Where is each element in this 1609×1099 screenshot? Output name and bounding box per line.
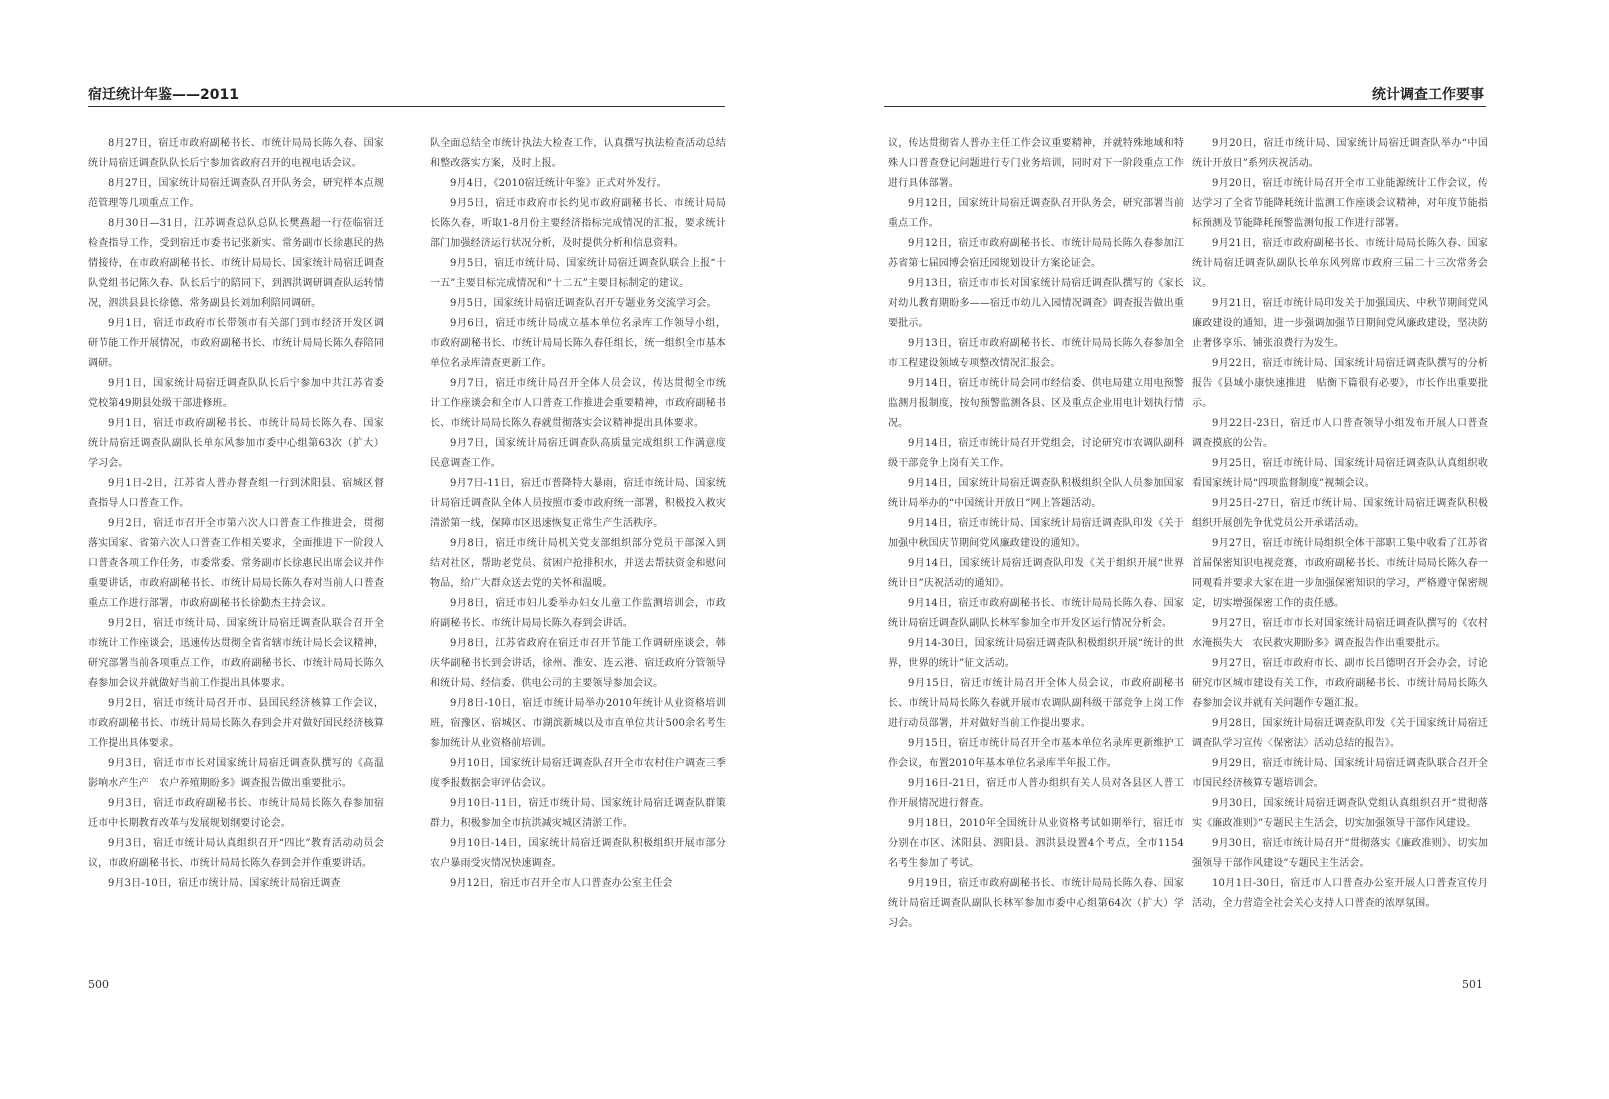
left-page <box>0 0 804 1099</box>
chronicle-entry: 9月13日，宿迁市市长对国家统计局宿迁调查队撰写的《家长对幼儿教育期盼多——宿迁市幼儿入园情况调查》调查报告做出重要批示。 <box>888 278 1184 329</box>
chronicle-entry: 9月21日，宿迁市统计局印发关于加强国庆、中秋节期间党风廉政建设的通知，进一步强调加强节日期间党风廉政建设，坚决防止奢侈享乐、铺张浪费行为发生。 <box>1192 298 1488 349</box>
chronicle-entry: 9月14日，国家统计局宿迁调查队积极组织全队人员参加国家统计局举办的“中国统计开放日”网上答题活动。 <box>888 478 1184 509</box>
chronicle-entry: 9月5日，宿迁市统计局、国家统计局宿迁调查队联合上报“十一五”主要目标完成情况和“十二五”主要目标制定的建议。 <box>430 258 726 289</box>
chronicle-entry: 9月27日，宿迁市统计局组织全体干部职工集中收看了江苏省首届保密知识电视竞赛，市政府副秘书长、市统计局局长陈久春一同观看并要求大家在进一步加强保密知识的学习，严格遵守保密规定，切实增强保密工作的责任感。 <box>1192 538 1488 609</box>
chronicle-entry: 9月7日-11日，宿迁市普降特大暴雨，宿迁市统计局、国家统计局宿迁调查队全体人员按照市委市政府统一部署，积极投入救灾清淤第一线，保障市区迅速恢复正常生产生活秩序。 <box>430 478 726 529</box>
chronicle-entry: 10月1日-30日，宿迁市人口普查办公室开展人口普查宣传月活动，全力营造全社会关心支持人口普查的浓厚氛围。 <box>1192 878 1488 909</box>
chronicle-entry: 9月12日，宿迁市召开全市人口普查办公室主任会 <box>450 878 673 889</box>
left-column-1 <box>88 134 384 958</box>
right-column-2 <box>1192 134 1488 958</box>
chronicle-entry: 9月14日，宿迁市统计局、国家统计局宿迁调查队印发《关于加强中秋国庆节期间党风廉政建设的通知》。 <box>888 518 1184 549</box>
chronicle-entry: 8月27日，宿迁市政府副秘书长、市统计局局长陈久春、国家统计局宿迁调查队队长后宁参加省政府召开的电视电话会议。 <box>88 138 384 169</box>
running-header-left: 宿迁统计年鉴——2011 <box>88 87 239 103</box>
chronicle-entry: 9月2日，宿迁市统计局召开市、县国民经济核算工作会议，市政府副秘书长、市统计局局长陈久春到会并对做好国民经济核算工作提出具体要求。 <box>88 698 384 749</box>
chronicle-entry: 9月29日，宿迁市统计局、国家统计局宿迁调查队联合召开全市国民经济核算专题培训会。 <box>1192 758 1488 789</box>
chronicle-entry: 9月28日，国家统计局宿迁调查队印发《关于国家统计局宿迁调查队学习宣传〈保密法〉活动总结的报告》。 <box>1192 718 1488 749</box>
chronicle-entry: 9月8日-10日，宿迁市统计局举办2010年统计从业资格培训班，宿豫区、宿城区、市湖滨新城以及市直单位共计500余名考生参加统计从业资格前培训。 <box>430 698 726 749</box>
chronicle-entry: 9月6日，宿迁市统计局成立基本单位名录库工作领导小组，市政府副秘书长、市统计局局长陈久春任组长，统一组织全市基本单位名录库清查更新工作。 <box>430 318 726 369</box>
chronicle-entry: 9月14-30日，国家统计局宿迁调查队积极组织开展“统计的世界，世界的统计”征文活动。 <box>888 638 1184 669</box>
chronicle-entry: 9月20日，宿迁市统计局召开全市工业能源统计工作会议，传达学习了全省节能降耗统计监测工作座谈会议精神，对年度节能指标预测及节能降耗预警监测旬报工作进行部署。 <box>1192 178 1488 229</box>
right-column-1 <box>888 134 1184 958</box>
chronicle-entry: 8月30日—31日，江苏调查总队总队长樊燕超一行莅临宿迁检查指导工作，受到宿迁市委书记张新实、常务副市长徐惠民的热情接待，在市政府副秘书长、市统计局局长、国家统计局宿迁调查队党组书记陈久春、队长后宁的陪同下，到泗洪调研调查队运转情况，泗洪县县长徐德、常务副县长刘加利陪同调研。 <box>88 218 384 309</box>
chronicle-entry: 9月20日，宿迁市统计局、国家统计局宿迁调查队举办“中国统计开放日”系列庆祝活动。 <box>1192 138 1488 169</box>
header-rule-left <box>88 106 725 107</box>
chronicle-entry: 9月14日，宿迁市统计局会同市经信委、供电局建立用电预警监测月报制度，按旬预警监测各县、区及重点企业用电计划执行情况。 <box>888 378 1184 429</box>
chronicle-entry: 9月4日，《2010宿迁统计年鉴》正式对外发行。 <box>450 178 667 189</box>
chronicle-entry: 9月13日，宿迁市政府副秘书长、市统计局局长陈久春参加全市工程建设领域专项整改情况汇报会。 <box>888 338 1184 369</box>
right-page <box>804 0 1609 1099</box>
chronicle-entry: 9月10日-11日，宿迁市统计局、国家统计局宿迁调查队群策群力，积极参加全市抗洪减灾城区清淤工作。 <box>430 798 726 829</box>
chronicle-entry: 9月25日，宿迁市统计局、国家统计局宿迁调查队认真组织收看国家统计局“四项监督制度”视频会议。 <box>1192 458 1488 489</box>
chronicle-entry: 9月14日，宿迁市统计局召开党组会，讨论研究市农调队副科级干部竞争上岗有关工作。 <box>888 438 1184 469</box>
chronicle-entry: 9月27日，宿迁市市长对国家统计局宿迁调查队撰写的《农村水淹损失大 农民救灾期盼多》调查报告作出重要批示。 <box>1192 618 1488 649</box>
chronicle-entry: 9月8日，江苏省政府在宿迁市召开节能工作调研座谈会，韩庆华副秘书长到会讲话，徐州、淮安、连云港、宿迁政府分管领导和统计局、经信委、供电公司的主要领导参加会议。 <box>430 638 726 689</box>
chronicle-entry: 9月30日，宿迁市统计局召开“贯彻落实《廉政准则》、切实加强领导干部作风建设”专题民主生活会。 <box>1192 838 1488 869</box>
chronicle-entry: 9月15日，宿迁市统计局召开全体人员会议，市政府副秘书长、市统计局局长陈久春就开展市农调队副科级干部竞争上岗工作进行动员部署，并对做好当前工作提出要求。 <box>888 678 1184 729</box>
chronicle-entry: 9月27日，宿迁市政府市长、副市长吕德明召开会办会，讨论研究市区城市建设有关工作，市政府副秘书长、市统计局局长陈久春参加会议并就有关问题作专题汇报。 <box>1192 658 1488 709</box>
chronicle-entry: 9月10日-14日，国家统计局宿迁调查队积极组织开展市部分农户暴雨受灾情况快速调查。 <box>430 838 726 869</box>
chronicle-entry: 9月3日-10日，宿迁市统计局、国家统计局宿迁调查 <box>108 878 341 889</box>
chronicle-entry: 9月3日，宿迁市统计局认真组织召开“四比”教育活动动员会议，市政府副秘书长、市统计局局长陈久春到会并作重要讲话。 <box>88 838 384 869</box>
chronicle-entry: 9月1日，宿迁市政府副秘书长、市统计局局长陈久春、国家统计局宿迁调查队副队长单东风参加市委中心组第63次（扩大）学习会。 <box>88 418 384 469</box>
chronicle-entry: 9月14日，宿迁市政府副秘书长、市统计局局长陈久春、国家统计局宿迁调查队副队长林军参加全市开发区运行情况分析会。 <box>888 598 1184 629</box>
page-number-left: 500 <box>88 978 109 991</box>
running-header-right: 统计调查工作要事 <box>1372 87 1484 103</box>
page-number-right: 501 <box>1462 978 1483 991</box>
chronicle-entry: 9月10日，国家统计局宿迁调查队召开全市农村住户调查三季度季报数据会审评估会议。 <box>430 758 726 789</box>
left-column-2 <box>430 134 726 958</box>
chronicle-entry: 9月30日，国家统计局宿迁调查队党组认真组织召开“贯彻落实《廉政准则》”专题民主生活会，切实加强领导干部作风建设。 <box>1192 798 1488 829</box>
chronicle-entry: 9月19日，宿迁市政府副秘书长、市统计局局长陈久春、国家统计局宿迁调查队副队长林军参加市委中心组第64次（扩大）学习会。 <box>888 878 1184 929</box>
chronicle-entry: 9月15日，宿迁市统计局召开全市基本单位名录库更新维护工作会议，布置2010年基本单位名录库半年报工作。 <box>888 738 1184 769</box>
chronicle-entry: 9月21日，宿迁市政府副秘书长、市统计局局长陈久春、国家统计局宿迁调查队副队长单东风列席市政府三届二十三次常务会议。 <box>1192 238 1488 289</box>
chronicle-entry: 9月3日，宿迁市市长对国家统计局宿迁调查队撰写的《高温影响水产生产 农户养殖期盼多》调查报告做出重要批示。 <box>88 758 384 789</box>
chronicle-entry: 9月3日，宿迁市政府副秘书长、市统计局局长陈久春参加宿迁市中长期教育改革与发展规划纲要讨论会。 <box>88 798 384 829</box>
header-rule-right <box>884 106 1486 107</box>
chronicle-entry: 9月2日，宿迁市召开全市第六次人口普查工作推进会，贯彻落实国家、省第六次人口普查工作相关要求，全面推进下一阶段人口普查各项工作任务，市委常委、常务副市长徐惠民出席会议并作重要讲话，市政府副秘书长、市统计局局长陈久春对当前人口普查重点工作进行部署，市政府副秘书长徐勤杰主持会议。 <box>88 518 384 609</box>
chronicle-entry: 队全面总结全市统计执法大检查工作，认真撰写执法检查活动总结和整改落实方案，及时上报。 <box>430 138 726 169</box>
chronicle-entry: 9月14日，国家统计局宿迁调查队印发《关于组织开展“世界统计日”庆祝活动的通知》。 <box>888 558 1184 589</box>
chronicle-entry: 9月18日，2010年全国统计从业资格考试如期举行，宿迁市分别在市区、沭阳县、泗阳县、泗洪县设置4个考点，全市1154名考生参加了考试。 <box>888 818 1184 869</box>
chronicle-entry: 9月1日-2日，江苏省人普办督查组一行到沭阳县、宿城区督查指导人口普查工作。 <box>88 478 384 509</box>
chronicle-entry: 9月12日，宿迁市政府副秘书长、市统计局局长陈久春参加江苏省第七届园博会宿迁园规划设计方案论证会。 <box>888 238 1184 269</box>
chronicle-entry: 9月5日，宿迁市政府市长约见市政府副秘书长、市统计局局长陈久春，听取1-8月份主要经济指标完成情况的汇报，要求统计部门加强经济运行状况分析，及时提供分析和信息资料。 <box>430 198 726 249</box>
chronicle-entry: 9月16日-21日，宿迁市人普办组织有关人员对各县区人普工作开展情况进行督查。 <box>888 778 1184 809</box>
chronicle-entry: 9月1日，宿迁市政府市长带领市有关部门到市经济开发区调研节能工作开展情况，市政府副秘书长、市统计局局长陈久春陪同调研。 <box>88 318 384 369</box>
chronicle-entry: 9月2日，宿迁市统计局、国家统计局宿迁调查队联合召开全市统计工作座谈会，迅速传达贯彻全省省辖市统计局长会议精神，研究部署当前各项重点工作，市政府副秘书长、市统计局局长陈久春参加会议并就做好当前工作提出具体要求。 <box>88 618 384 689</box>
chronicle-entry: 9月7日，宿迁市统计局召开全体人员会议，传达贯彻全市统计工作座谈会和全市人口普查工作推进会重要精神，市政府副秘书长、市统计局局长陈久春就贯彻落实会议精神提出具体要求。 <box>430 378 726 429</box>
chronicle-entry: 9月8日，宿迁市妇儿委举办妇女儿童工作监测培训会，市政府副秘书长、市统计局局长陈久春到会讲话。 <box>430 598 726 629</box>
chronicle-entry: 9月22日-23日，宿迁市人口普查领导小组发布开展人口普查调查摸底的公告。 <box>1192 418 1488 449</box>
chronicle-entry: 9月7日，国家统计局宿迁调查队高质量完成组织工作满意度民意调查工作。 <box>430 438 726 469</box>
chronicle-entry: 9月22日，宿迁市统计局、国家统计局宿迁调查队撰写的分析报告《县域小康快速推进 贴衡下篇很有必要》，市长作出重要批示。 <box>1192 358 1488 409</box>
chronicle-entry: 8月27日，国家统计局宿迁调查队召开队务会，研究样本点规范管理等几项重点工作。 <box>88 178 384 209</box>
chronicle-entry: 9月1日，国家统计局宿迁调查队队长后宁参加中共江苏省委党校第49期县处级干部进修班。 <box>88 378 384 409</box>
chronicle-entry: 9月12日，国家统计局宿迁调查队召开队务会，研究部署当前重点工作。 <box>888 198 1184 229</box>
chronicle-entry: 议，传达贯彻省人普办主任工作会议重要精神，并就特殊地域和特殊人口普查登记问题进行专门业务培训，同时对下一阶段重点工作进行具体部署。 <box>888 138 1184 189</box>
chronicle-entry: 9月25日-27日，宿迁市统计局、国家统计局宿迁调查队积极组织开展创先争优党员公开承诺活动。 <box>1192 498 1488 529</box>
chronicle-entry: 9月5日，国家统计局宿迁调查队召开专题业务交流学习会。 <box>450 298 717 309</box>
chronicle-entry: 9月8日，宿迁市统计局机关党支部组织部分党员干部深入到结对社区，帮助老党员、贫困户抢排积水，并送去帮扶资金和慰问物品，给广大群众送去党的关怀和温暖。 <box>430 538 726 589</box>
